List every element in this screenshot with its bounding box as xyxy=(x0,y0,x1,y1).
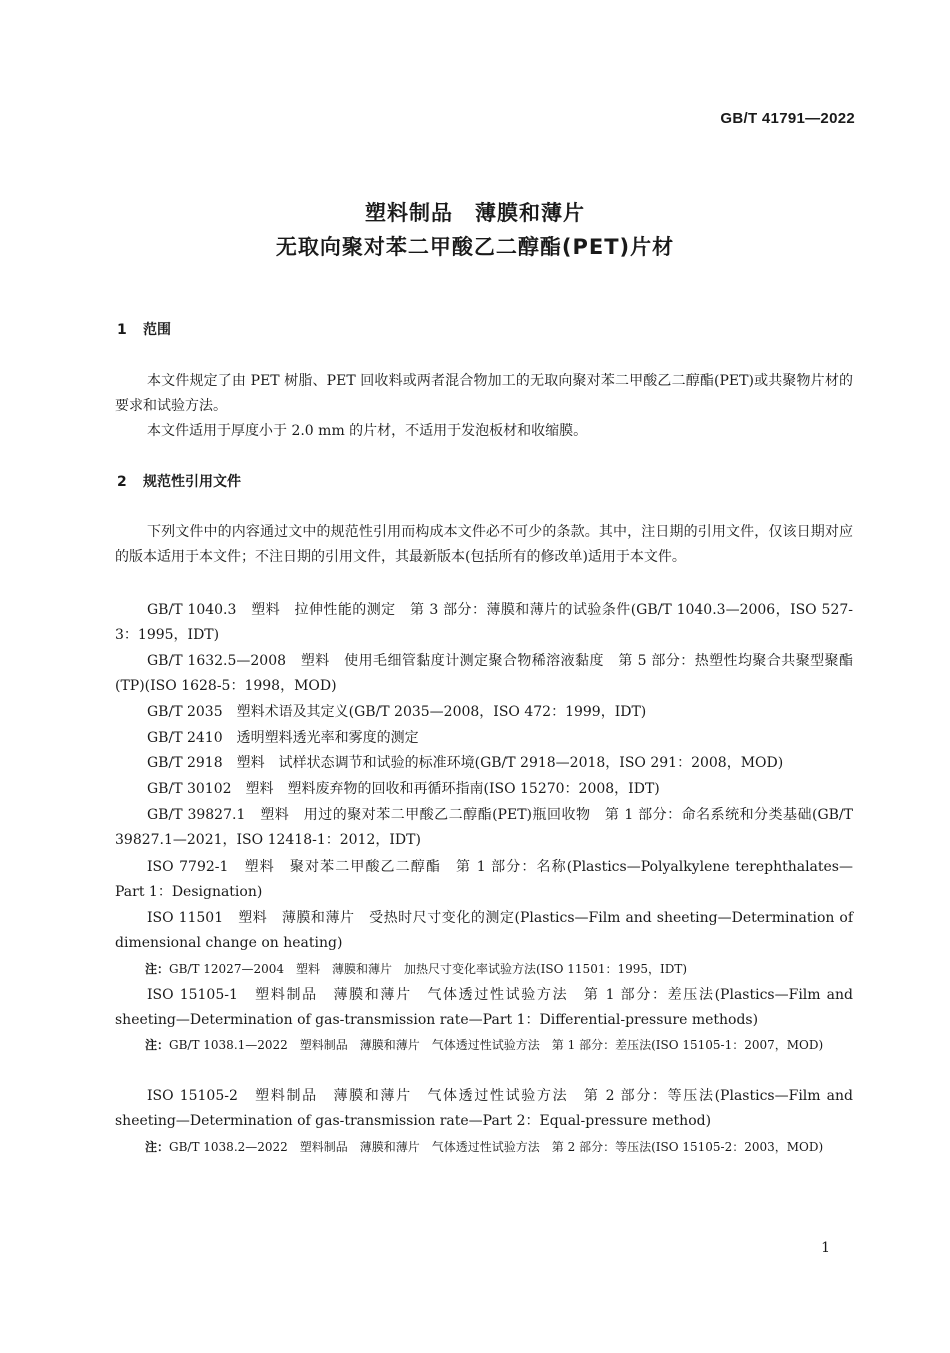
reference-item: GB/T 1632.5—2008 塑料 使用毛细管黏度计测定聚合物稀溶液黏度 第 5 部分：热塑性均聚合共聚型聚酯(TP)(ISO 1628-5：1998，MOD) xyxy=(115,653,853,694)
document-title-line2: 无取向聚对苯二甲酸乙二醇酯(PET)片材 xyxy=(275,235,675,259)
reference-note xyxy=(145,1033,853,1058)
reference-note xyxy=(145,957,853,982)
reference-item: GB/T 39827.1 塑料 用过的聚对苯二甲酸乙二醇酯(PET)瓶回收物 第 1 部分：命名系统和分类基础(GB/T 39827.1—2021，ISO 12418-1：2012，IDT) xyxy=(115,807,853,848)
page-number: 1 xyxy=(821,1240,830,1256)
section-number: 2 xyxy=(117,474,127,490)
reference-item: ISO 7792-1 塑料 聚对苯二甲酸乙二醇酯 第 1 部分：名称(Plastics—Polyalkylene terephthalates—Part 1：Designation) xyxy=(115,859,853,900)
section-title: 范围 xyxy=(143,322,171,338)
reference-item: GB/T 30102 塑料 塑料废弃物的回收和再循环指南(ISO 15270：2008，IDT) xyxy=(147,781,660,797)
note-label: 注： xyxy=(145,1038,170,1052)
reference-item: GB/T 2918 塑料 试样状态调节和试验的标准环境(GB/T 2918—2018，ISO 291：2008，MOD) xyxy=(147,755,784,771)
note-label: 注： xyxy=(145,1140,170,1154)
note-text: GB/T 1038.2—2022 塑料制品 薄膜和薄片 气体透过性试验方法 第 2 部分：等压法(ISO 15105-2：2003，MOD) xyxy=(169,1140,824,1154)
note-text: GB/T 1038.1—2022 塑料制品 薄膜和薄片 气体透过性试验方法 第 1 部分：差压法(ISO 15105-1：2007，MOD) xyxy=(169,1038,824,1052)
reference-item: GB/T 2410 透明塑料透光率和雾度的测定 xyxy=(147,730,419,746)
section-number: 1 xyxy=(117,322,127,338)
reference-item: ISO 15105-1 塑料制品 薄膜和薄片 气体透过性试验方法 第 1 部分：差压法(Plastics—Film and sheeting—Determination of gas-transmission rate—Part 1：Differential-pressure methods) xyxy=(115,987,853,1028)
reference-item: GB/T 2035 塑料术语及其定义(GB/T 2035—2008，ISO 472：1999，IDT) xyxy=(147,704,647,720)
standard-number: GB/T 41791—2022 xyxy=(720,110,855,127)
section-2-heading xyxy=(117,471,241,491)
section-1-heading xyxy=(117,319,171,339)
reference-item: GB/T 1040.3 塑料 拉伸性能的测定 第 3 部分：薄膜和薄片的试验条件(GB/T 1040.3—2006，ISO 527-3：1995，IDT) xyxy=(115,602,853,643)
scope-paragraph: 本文件规定了由 PET 树脂、PET 回收料或两者混合物加工的无取向聚对苯二甲酸乙二醇酯(PET)或共聚物片材的要求和试验方法。 xyxy=(115,373,853,414)
normative-refs-intro: 下列文件中的内容通过文中的规范性引用而构成本文件必不可少的条款。其中，注日期的引用文件，仅该日期对应的版本适用于本文件；不注日期的引用文件，其最新版本(包括所有的修改单)适用于本文件。 xyxy=(115,524,853,565)
section-title: 规范性引用文件 xyxy=(143,474,241,490)
reference-item: ISO 11501 塑料 薄膜和薄片 受热时尺寸变化的测定(Plastics—Film and sheeting—Determination of dimensional change on heating) xyxy=(115,910,853,951)
reference-item: ISO 15105-2 塑料制品 薄膜和薄片 气体透过性试验方法 第 2 部分：等压法(Plastics—Film and sheeting—Determination of gas-transmission rate—Part 2：Equal-pressure method) xyxy=(115,1088,853,1129)
note-text: GB/T 12027—2004 塑料 薄膜和薄片 加热尺寸变化率试验方法(ISO 11501：1995，IDT) xyxy=(169,962,688,976)
scope-paragraph: 本文件适用于厚度小于 2.0 mm 的片材，不适用于发泡板材和收缩膜。 xyxy=(147,423,588,439)
reference-note xyxy=(145,1135,853,1160)
note-label: 注： xyxy=(145,962,170,976)
document-title-line1: 塑料制品 薄膜和薄片 xyxy=(365,201,585,225)
